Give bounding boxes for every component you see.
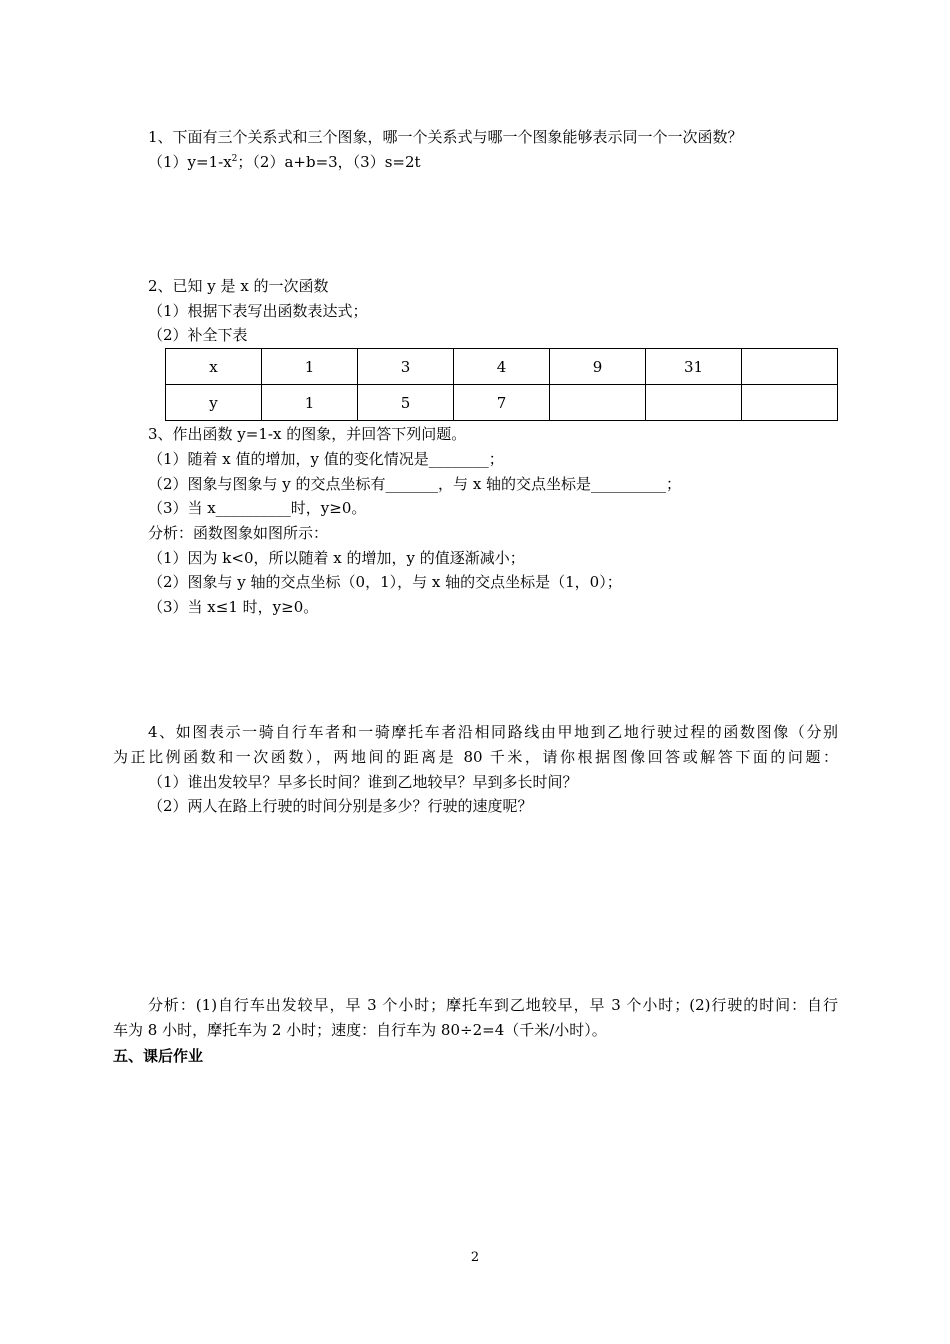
q2-value-table [165, 348, 838, 421]
q3-answer-2: （2）图象与 y 轴的交点坐标（0，1），与 x 轴的交点坐标是（1，0）； [148, 573, 622, 591]
q1-relation-1: （1）y=1-x [148, 153, 232, 171]
table-cell [646, 385, 742, 421]
page-number: 2 [470, 1250, 480, 1265]
table-cell: 1 [262, 385, 358, 421]
q3-analysis: 分析：函数图象如图所示： [148, 524, 329, 542]
table-cell: 1 [262, 349, 358, 385]
q4-line1: 4、如图表示一骑自行车者和一骑摩托车者沿相同路线由甲地到乙地行驶过程的函数图像（分别 [148, 723, 838, 741]
section-5-heading: 五、课后作业 [113, 1047, 204, 1065]
table-row-y [166, 385, 838, 421]
q1-relations [148, 152, 421, 172]
q4-sub2: （2）两人在路上行驶的时间分别是多少？行驶的速度呢？ [148, 797, 533, 815]
table-row-x [166, 349, 838, 385]
q4-analysis-line1: 分析：(1)自行车出发较早，早 3 个小时；摩托车到乙地较早，早 3 个小时；(2)行驶的时间：自行 [148, 996, 838, 1014]
table-cell: 31 [646, 349, 742, 385]
q2-sub2: （2）补全下表 [148, 326, 248, 344]
table-cell: 9 [550, 349, 646, 385]
table-cell [742, 385, 838, 421]
q3-answer-1: （1）因为 k<0，所以随着 x 的增加，y 的值逐渐减小； [148, 549, 525, 567]
q3-title: 3、作出函数 y=1-x 的图象，并回答下列问题。 [148, 425, 467, 443]
q4-sub1: （1）谁出发较早？早多长时间？谁到乙地较早？早到多长时间？ [148, 773, 578, 791]
q3-sub3: （3）当 x__________时，y≥0。 [148, 499, 367, 517]
q4-line2: 为正比例函数和一次函数），两地间的距离是 80 千米，请你根据图像回答或解答下面的问题： [113, 748, 838, 766]
q1-title: 1、下面有三个关系式和三个图象，哪一个关系式与哪一个图象能够表示同一个一次函数？ [148, 128, 743, 146]
table-cell: 3 [358, 349, 454, 385]
q1-relation-2-3: ；（2）a+b=3，（3）s=2t [237, 153, 421, 171]
q2-title: 2、已知 y 是 x 的一次函数 [148, 277, 329, 295]
table-cell: 4 [454, 349, 550, 385]
table-cell: y [166, 385, 262, 421]
q3-sub1: （1）随着 x 值的增加，y 值的变化情况是________； [148, 450, 504, 468]
q3-sub2: （2）图象与图象与 y 的交点坐标有_______，与 x 轴的交点坐标是__________； [148, 475, 682, 493]
q2-sub1: （1）根据下表写出函数表达式； [148, 302, 368, 320]
table-cell [550, 385, 646, 421]
table-cell: x [166, 349, 262, 385]
q4-analysis-line2: 车为 8 小时，摩托车为 2 小时；速度：自行车为 80÷2=4（千米/小时）。 [113, 1021, 607, 1039]
table-cell [742, 349, 838, 385]
q3-answer-3: （3）当 x≤1 时，y≥0。 [148, 598, 319, 616]
table-cell: 7 [454, 385, 550, 421]
table-cell: 5 [358, 385, 454, 421]
q1-relation-1-exponent: 2 [231, 154, 238, 164]
